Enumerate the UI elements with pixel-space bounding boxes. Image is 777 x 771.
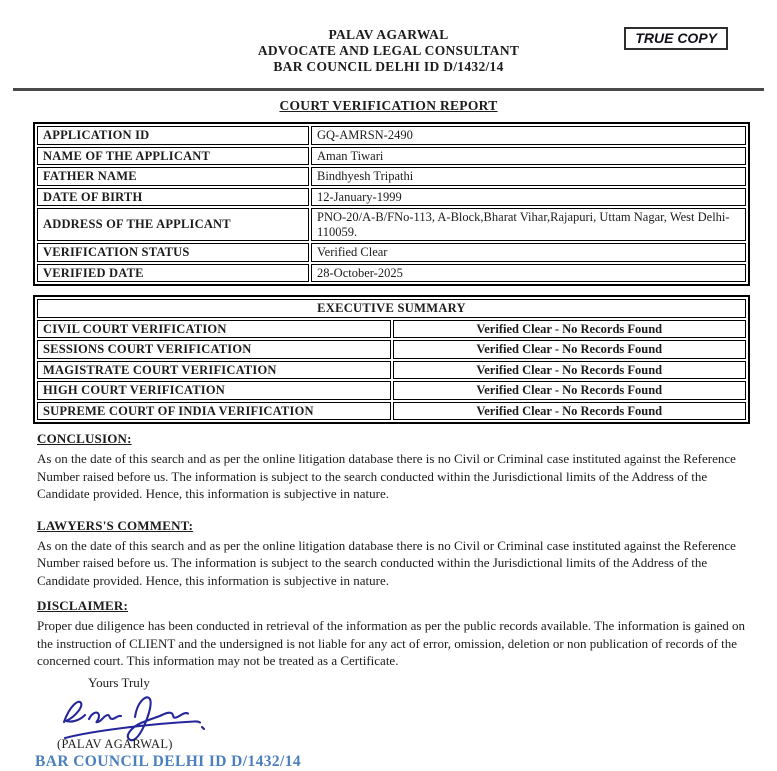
section-lawyers-comment [37, 518, 753, 590]
court-status: Verified Clear - No Records Found [393, 402, 747, 421]
bar-council-id-line: BAR COUNCIL DELHI ID D/1432/14 [35, 752, 302, 770]
field-value: 12-January-1999 [311, 188, 746, 207]
court-status: Verified Clear - No Records Found [393, 320, 747, 339]
table-row [37, 264, 746, 283]
section-heading: LAWYERS'S COMMENT: [37, 517, 194, 533]
section-body: As on the date of this search and as per the online litigation database there is no Civil or Criminal case instituted against the Reference Number raised before us. The information is subject to the search conducted within the Jurisdictional limits of the Address of the Candidate provided. Hence, this information is subjective in nature. [37, 537, 736, 588]
section-body: Proper due diligence has been conducted in retrieval of the information as per the public records available. The information is gained on the instruction of CLIENT and the undersigned is not liable for any act of error, omission, deletion or non publication of records of the concerned court. This information may not be treated as a Certificate. [37, 618, 746, 668]
court-status: Verified Clear - No Records Found [393, 361, 747, 380]
applicant-details-table [33, 122, 750, 286]
court-label: SESSIONS COURT VERIFICATION [37, 340, 391, 359]
court-label: SUPREME COURT OF INDIA VERIFICATION [37, 402, 391, 421]
section-disclaimer [37, 598, 753, 670]
section-conclusion [37, 431, 753, 503]
table-row [37, 208, 746, 241]
table-row [37, 188, 746, 207]
field-value: Aman Tiwari [311, 147, 746, 166]
court-label: HIGH COURT VERIFICATION [37, 381, 391, 400]
advocate-bar-id: BAR COUNCIL DELHI ID D/1432/14 [273, 59, 504, 74]
field-label: VERIFIED DATE [37, 264, 309, 283]
field-value: GQ-AMRSN-2490 [311, 126, 746, 145]
field-label: APPLICATION ID [37, 126, 309, 145]
field-value: PNO-20/A-B/FNo-113, A-Block,Bharat Vihar,Rajapuri, Uttam Nagar, West Delhi-110059. [311, 208, 746, 241]
field-label: ADDRESS OF THE APPLICANT [37, 208, 309, 241]
table-row [37, 340, 746, 359]
court-status: Verified Clear - No Records Found [393, 340, 747, 359]
section-heading: CONCLUSION: [37, 431, 132, 446]
section-body: As on the date of this search and as per the online litigation database there is no Civil or Criminal case instituted against the Reference Number raised before us. The information is subject to the search conducted within the Jurisdictional limits of the Address of the Candidate provided. Hence, this information is subjective in nature. [37, 451, 736, 501]
advocate-name: PALAV AGARWAL [328, 27, 449, 42]
report-title: COURT VERIFICATION REPORT [279, 98, 498, 113]
table-row [37, 320, 746, 339]
executive-summary-title: EXECUTIVE SUMMARY [37, 299, 746, 318]
table-row [37, 381, 746, 400]
table-row [37, 361, 746, 380]
executive-summary-table [33, 295, 750, 424]
court-label: MAGISTRATE COURT VERIFICATION [37, 361, 391, 380]
field-label: DATE OF BIRTH [37, 188, 309, 207]
table-header-row [37, 299, 746, 318]
advocate-role: ADVOCATE AND LEGAL CONSULTANT [257, 43, 520, 58]
field-value: Verified Clear [311, 243, 746, 262]
header-divider [13, 88, 764, 91]
signatory-name: (PALAV AGARWAL) [57, 736, 173, 751]
section-heading: DISCLAIMER: [37, 598, 129, 613]
table-row [37, 402, 746, 421]
court-label: CIVIL COURT VERIFICATION [37, 320, 391, 339]
court-status: Verified Clear - No Records Found [393, 381, 747, 400]
field-value: Bindhyesh Tripathi [311, 167, 746, 186]
table-row [37, 243, 746, 262]
field-label: NAME OF THE APPLICANT [37, 147, 309, 166]
field-label: FATHER NAME [37, 167, 309, 186]
field-label: VERIFICATION STATUS [37, 243, 309, 262]
table-row [37, 167, 746, 186]
closing-line: Yours Truly [88, 674, 150, 690]
field-value: 28-October-2025 [311, 264, 746, 283]
table-row [37, 147, 746, 166]
table-row [37, 126, 746, 145]
true-copy-stamp: TRUE COPY [624, 27, 728, 50]
